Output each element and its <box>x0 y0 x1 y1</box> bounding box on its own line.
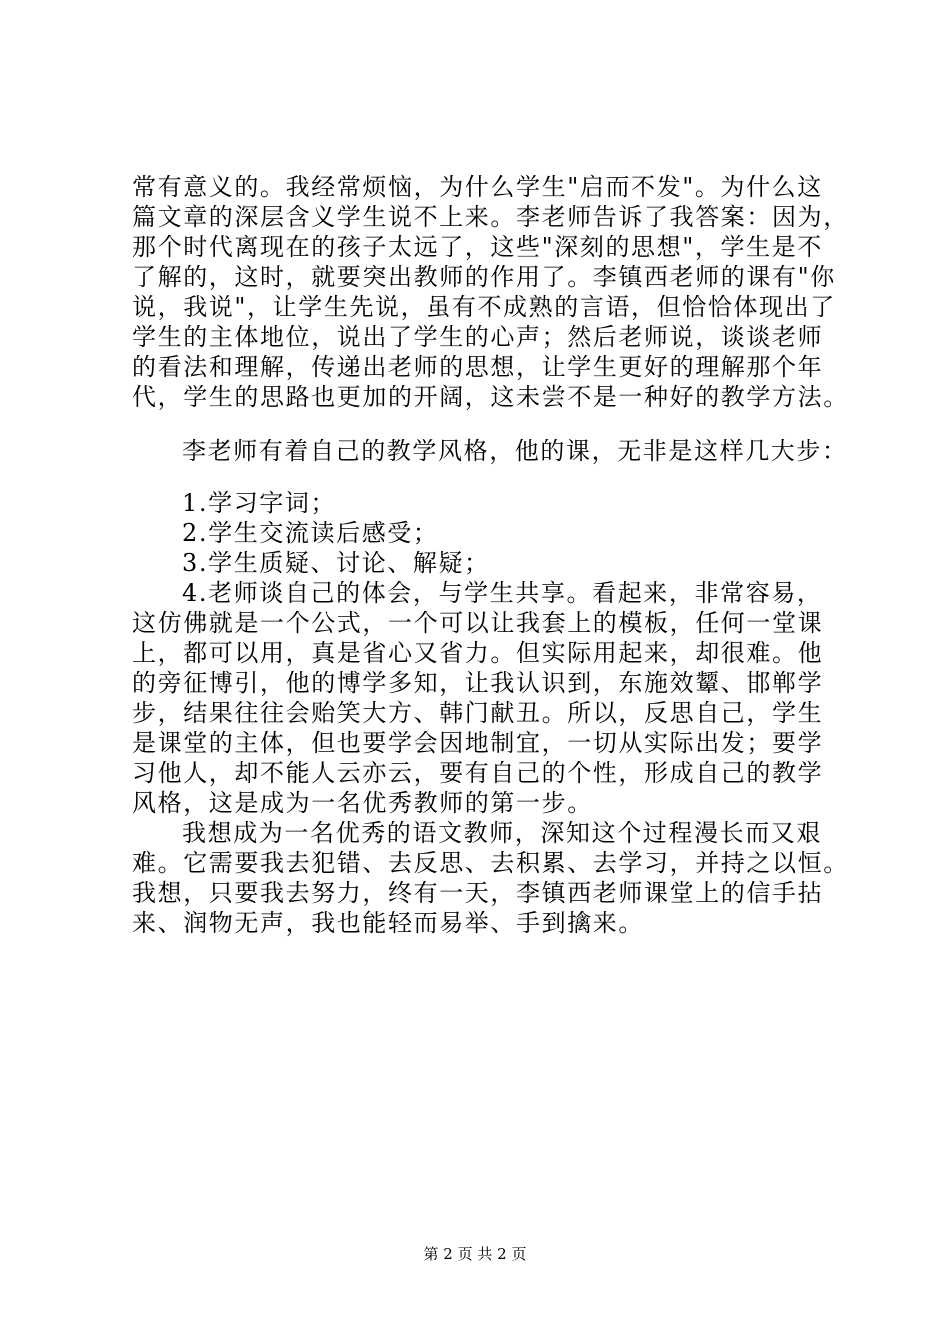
list-item: 2.学生交流读后感受； <box>182 519 439 547</box>
paragraph <box>132 818 849 938</box>
text-line: 我想成为一名优秀的语文教师，深知这个过程漫长而又艰 <box>182 819 822 847</box>
paragraph <box>132 172 849 412</box>
text-line: 来、润物无声，我也能轻而易举、手到擒来。 <box>132 909 644 937</box>
paragraph-list <box>132 488 832 818</box>
text-line: 是课堂的主体，但也要学会因地制宜，一切从实际出发；要学 <box>132 729 824 757</box>
text-line: 代，学生的思路也更加的开阔，这未尝不是一种好的教学方法。 <box>132 383 849 411</box>
text-line: 常有意义的。我经常烦恼，为什么学生"启而不发"。为什么这 <box>132 173 823 201</box>
text-line: 的看法和理解，传递出老师的思想，让学生更好的理解那个年 <box>132 353 824 381</box>
text-line: 步，结果往往会贻笑大方、韩门献丑。所以，反思自己，学生 <box>132 699 824 727</box>
text-line: 学生的主体地位，说出了学生的心声；然后老师说，谈谈老师 <box>132 323 824 351</box>
text-line: 篇文章的深层含义学生说不上来。李老师告诉了我答案：因为， <box>132 203 849 231</box>
text-line: 风格，这是成为一名优秀教师的第一步。 <box>132 789 593 817</box>
page-number: 第 2 页 共 2 页 <box>423 1245 527 1263</box>
text-line: 李老师有着自己的教学风格，他的课，无非是这样几大步： <box>182 437 848 465</box>
list-item: 3.学生质疑、讨论、解疑； <box>182 549 490 577</box>
text-line: 上，都可以用，真是省心又省力。但实际用起来，却很难。他 <box>132 639 824 667</box>
paragraph <box>132 436 848 466</box>
text-line: 习他人，却不能人云亦云，要有自己的个性，形成自己的教学 <box>132 759 824 787</box>
document-body <box>132 172 849 938</box>
list-item: 4.老师谈自己的体会，与学生共享。看起来，非常容易， <box>182 579 823 607</box>
text-line: 难。它需要我去犯错、去反思、去积累、去学习，并持之以恒。 <box>132 849 849 877</box>
list-item: 1.学习字词； <box>182 489 337 517</box>
text-line: 了解的，这时，就要突出教师的作用了。李镇西老师的课有"你 <box>132 263 836 291</box>
text-line: 那个时代离现在的孩子太远了，这些"深刻的思想"，学生是不 <box>132 233 823 261</box>
page-footer <box>0 1244 950 1264</box>
text-line: 这仿佛就是一个公式，一个可以让我套上的模板，任何一堂课 <box>132 609 824 637</box>
text-line: 的旁征博引，他的博学多知，让我认识到，东施效颦、邯郸学 <box>132 669 824 697</box>
paragraph-spacer <box>132 412 832 436</box>
paragraph-spacer <box>132 466 832 488</box>
text-line: 说，我说"，让学生先说，虽有不成熟的言语，但恰恰体现出了 <box>132 293 836 321</box>
text-line: 我想，只要我去努力，终有一天，李镇西老师课堂上的信手拈 <box>132 879 824 907</box>
